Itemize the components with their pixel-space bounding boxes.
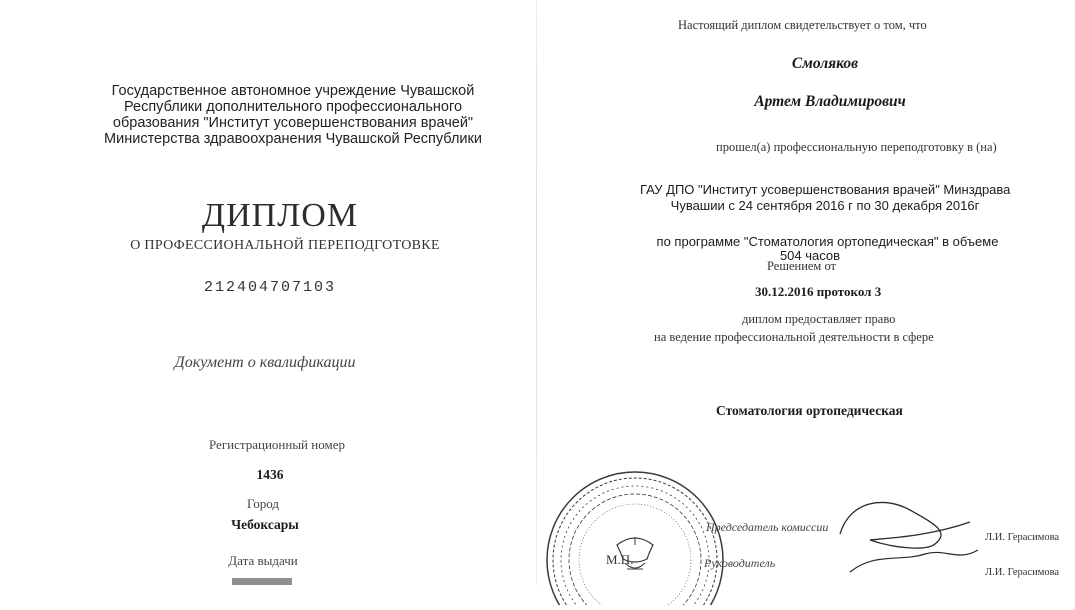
decision-label: Решением от [767, 259, 837, 273]
specialty-value: Стоматология ортопедическая [716, 403, 903, 418]
stamp-mark-mp: М.П. [606, 552, 634, 567]
city-label: Город [246, 496, 280, 511]
registration-number-value: 1436 [256, 467, 284, 482]
organization-line-2: Чувашии с 24 сентября 2016 г по 30 декабря 2016г [670, 198, 980, 213]
director-name: Л.И. Герасимова [985, 567, 1060, 578]
official-stamp [545, 465, 725, 605]
recipient-given-names: Артем Владимирович [754, 93, 906, 110]
institution-line-1: Государственное автономное учреждение Чувашской [111, 83, 475, 99]
diploma-subtitle: О ПРОФЕССИОНАЛЬНОЙ ПЕРЕПОДГОТОВКЕ [130, 238, 440, 253]
decision-value: 30.12.2016 протокол 3 [755, 284, 882, 299]
issue-date-label: Дата выдачи [228, 553, 298, 568]
chair-signature [830, 492, 990, 585]
organization-line-1: ГАУ ДПО "Институт усовершенствования врачей" Минздрава [640, 182, 1011, 197]
director-label: Руководитель [704, 556, 776, 570]
diploma-title: ДИПЛОМ [201, 197, 359, 234]
page-fold [536, 0, 537, 585]
passed-retraining-text: прошел(а) профессиональную переподготовку в (на) [716, 140, 997, 154]
grants-right-line-2: на ведение профессиональной деятельности в сфере [654, 330, 934, 344]
certifies-text: Настоящий диплом свидетельствует о том, что [678, 18, 927, 32]
program-line-1: по программе "Стоматология ортопедическая" в объеме [656, 234, 999, 249]
recipient-surname: Смоляков [791, 55, 859, 72]
qualification-document-label: Документ о квалификации [174, 354, 356, 371]
institution-line-3: образования "Институт усовершенствования врачей" [112, 115, 474, 131]
city-value: Чебоксары [231, 517, 299, 532]
institution-line-2: Республики дополнительного профессионального [123, 99, 463, 115]
issue-date-value-cropped [232, 578, 292, 585]
diploma-number: 212404707103 [203, 279, 337, 296]
grants-right-line-1: диплом предоставляет право [742, 312, 896, 326]
program-line-2: 504 часов [779, 248, 841, 263]
commission-chair-name: Л.И. Герасимова [985, 532, 1060, 543]
registration-number-label: Регистрационный номер [209, 437, 345, 452]
institution-line-4: Министерства здравоохранения Чувашской Республики [104, 131, 482, 147]
commission-chair-label: Председатель комиссии [706, 520, 829, 534]
institution-header [100, 83, 486, 147]
